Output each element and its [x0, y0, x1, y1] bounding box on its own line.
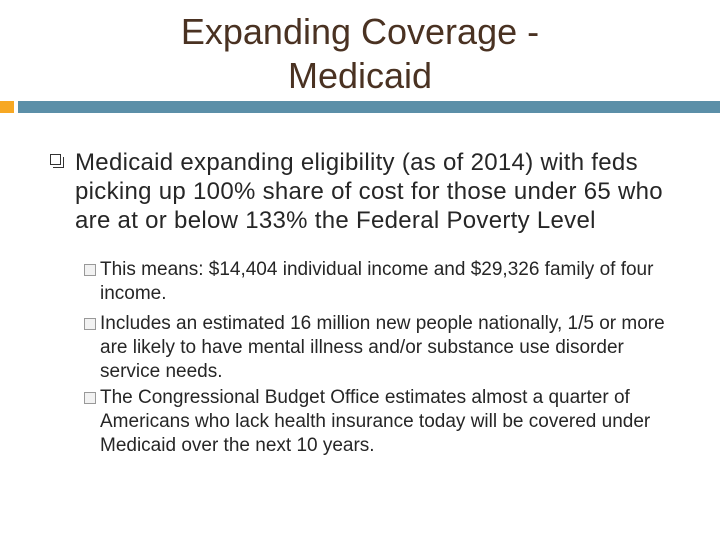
square-bullet-icon	[50, 154, 61, 165]
checkbox-bullet-icon	[84, 318, 96, 330]
sub-bullet-text: This means: $14,404 individual income and $29,326 family of four income.	[100, 259, 654, 304]
checkbox-bullet-icon	[84, 264, 96, 276]
title-line-2: Medicaid	[287, 55, 433, 96]
sub-bullet-text: Includes an estimated 16 million new people nationally, 1/5 or more are likely to have mental illness and/or substance use disorder service needs.	[100, 313, 665, 382]
sub-bullet-text: The Congressional Budget Office estimates almost a quarter of Americans who lack health insurance today will be covered under Medicaid over the next 10 years.	[100, 387, 651, 456]
sub-bullet	[84, 258, 684, 306]
sub-bullet	[84, 386, 684, 458]
slide-title	[0, 10, 720, 98]
accent-bar-orange	[0, 101, 14, 113]
main-bullet-text: Medicaid expanding eligibility (as of 2014) with feds picking up 100% share of cost for those under 65 who are at or below 133% the Federal Poverty Level	[75, 149, 663, 234]
checkbox-bullet-icon	[84, 392, 96, 404]
sub-bullet	[84, 312, 684, 384]
accent-bar-blue	[18, 101, 720, 113]
title-line-1: Expanding Coverage -	[180, 11, 540, 52]
